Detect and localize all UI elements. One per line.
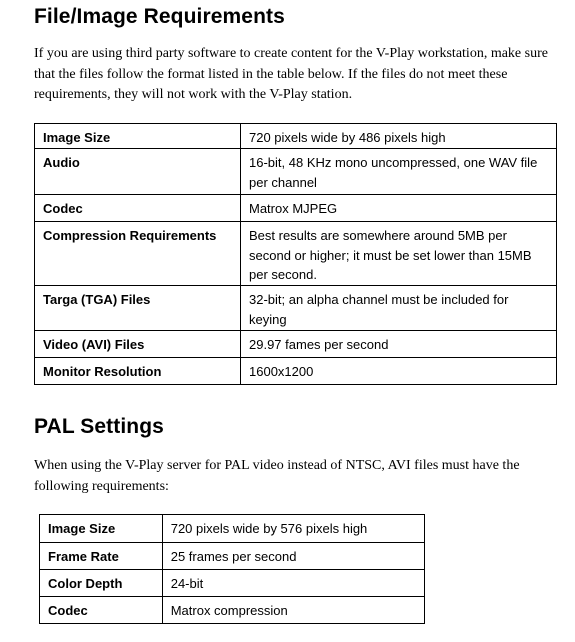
table-row	[35, 195, 557, 222]
table-row	[40, 570, 425, 597]
table-row	[35, 149, 557, 195]
table-row	[40, 597, 425, 624]
row-value: 24-bit	[162, 570, 424, 597]
row-label: Codec	[35, 195, 241, 222]
table-row	[35, 124, 557, 149]
pal-settings-intro: When using the V-Play server for PAL video instead of NTSC, AVI files must have the following requirements:	[34, 458, 520, 494]
row-label: Video (AVI) Files	[35, 331, 241, 358]
table-row	[40, 543, 425, 570]
row-label: Codec	[40, 597, 163, 624]
table-row	[35, 286, 557, 331]
row-label: Color Depth	[40, 570, 163, 597]
row-label: Frame Rate	[40, 543, 163, 570]
row-value: 32-bit; an alpha channel must be included for keying	[241, 286, 557, 331]
table-row	[40, 515, 425, 543]
table-row	[35, 331, 557, 358]
row-label: Image Size	[35, 124, 241, 149]
table-row	[35, 222, 557, 286]
file-requirements-intro: If you are using third party software to create content for the V-Play workstation, make sure that the files follow the format listed in the table below. If the files do not meet these requirements, they will not work with the V-Play station.	[34, 46, 548, 102]
table-row	[35, 358, 557, 385]
row-value: Best results are somewhere around 5MB per second or higher; it must be set lower than 15MB per second.	[241, 222, 557, 286]
row-value: 16-bit, 48 KHz mono uncompressed, one WAV file per channel	[241, 149, 557, 195]
pal-settings-table	[39, 514, 425, 624]
row-label: Monitor Resolution	[35, 358, 241, 385]
row-label: Image Size	[40, 515, 163, 543]
row-value: 1600x1200	[241, 358, 557, 385]
section-title-file-image-requirements: File/Image Requirements	[34, 5, 285, 28]
file-requirements-table	[34, 123, 557, 385]
row-value: 720 pixels wide by 486 pixels high	[241, 124, 557, 149]
row-label: Compression Requirements	[35, 222, 241, 286]
row-value: 720 pixels wide by 576 pixels high	[162, 515, 424, 543]
row-label: Audio	[35, 149, 241, 195]
row-value: 29.97 fames per second	[241, 331, 557, 358]
section-title-pal-settings: PAL Settings	[34, 415, 164, 438]
row-label: Targa (TGA) Files	[35, 286, 241, 331]
row-value: Matrox compression	[162, 597, 424, 624]
row-value: 25 frames per second	[162, 543, 424, 570]
row-value: Matrox MJPEG	[241, 195, 557, 222]
